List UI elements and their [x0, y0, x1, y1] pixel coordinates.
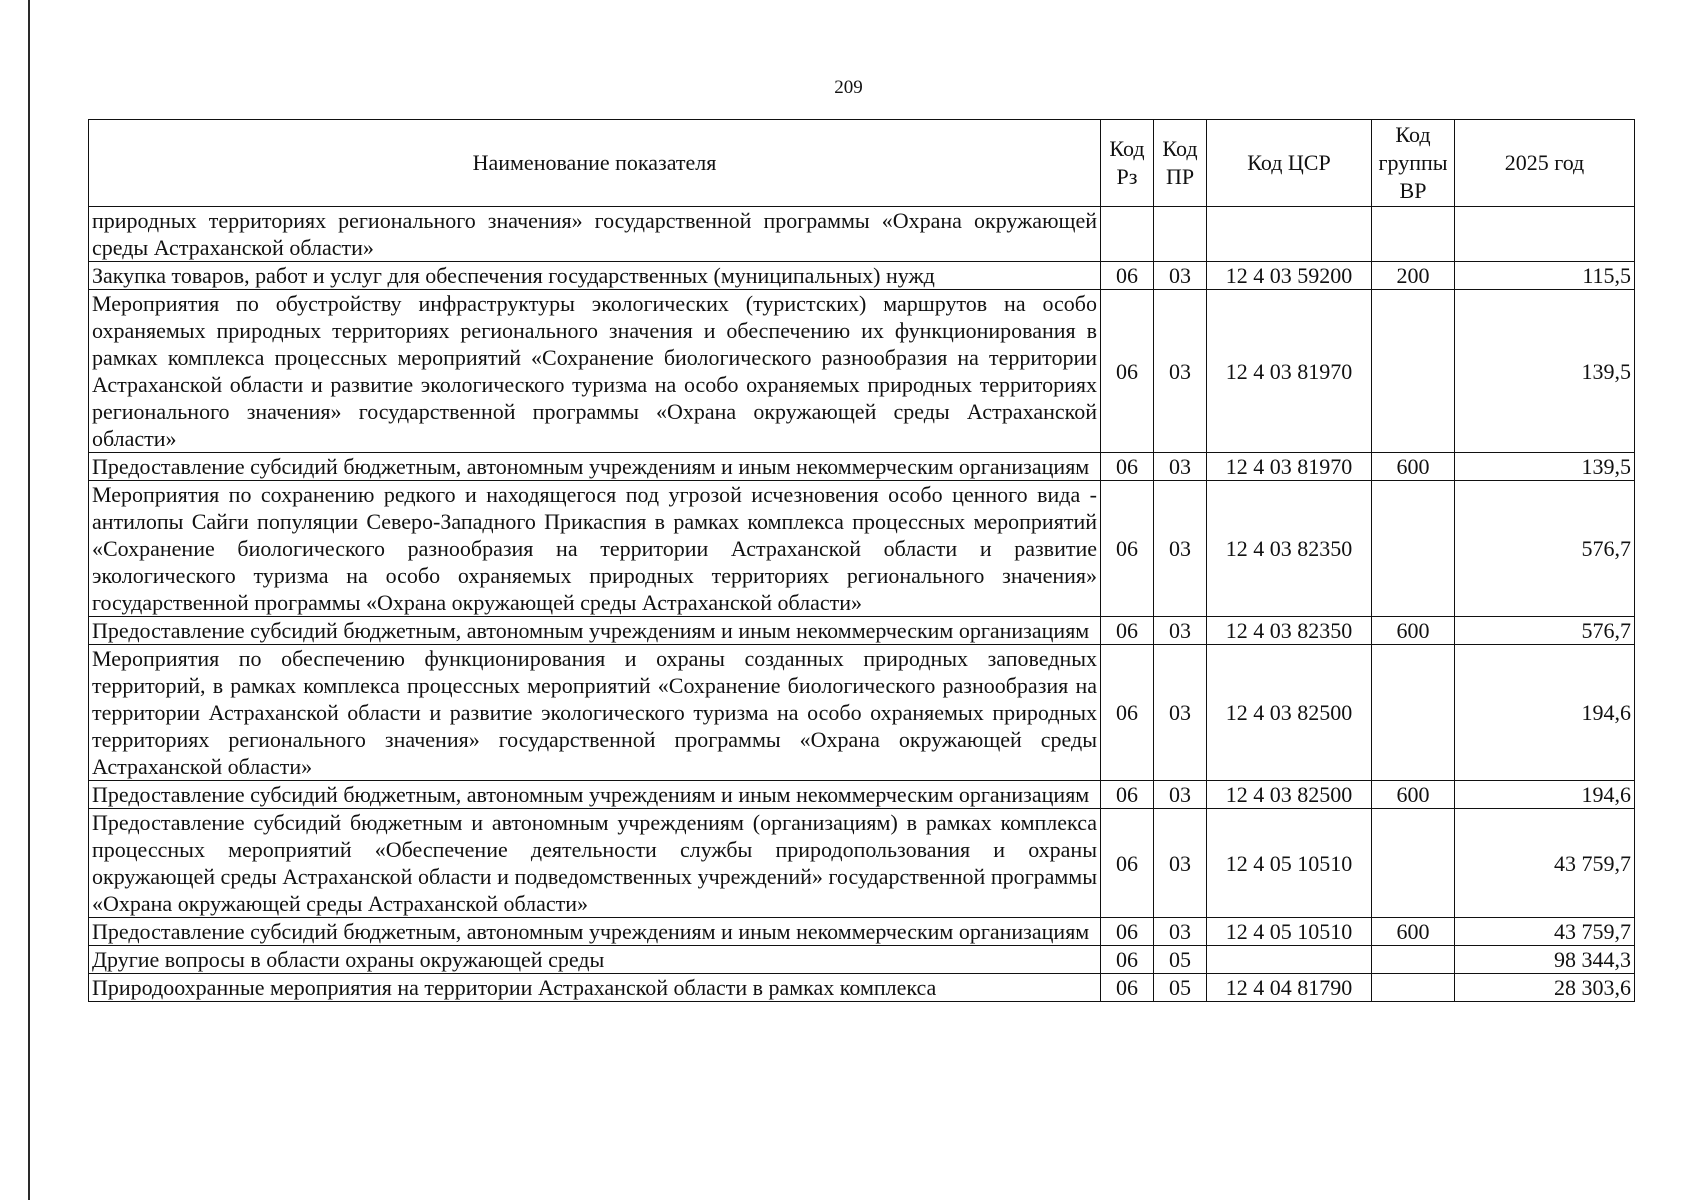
table-row: [89, 207, 1635, 262]
cell-name: Мероприятия по сохранению редкого и находящегося под угрозой исчезновения особо ценного вида - антилопы Сайги популяции Северо-Западного Прикаспия в рамках комплекса процессных мероприятий «Сохранение биологического разнообразия на территории Астраханской области и развитие экологического туризма на особо охраняемых природных территориях регионального значения» государственной программы «Охрана окружающей среды Астраханской области»: [89, 481, 1101, 617]
cell-name: Мероприятия по обеспечению функционирования и охраны созданных природных заповедных территорий, в рамках комплекса процессных мероприятий «Сохранение биологического разнообразия на территории Астраханской области и развитие экологического туризма на особо охраняемых природных территориях регионального значения» государственной программы «Охрана окружающей среды Астраханской области»: [89, 645, 1101, 781]
page-number: 209: [834, 77, 863, 98]
cell-amount: 194,6: [1455, 781, 1635, 809]
cell-rz: 06: [1101, 974, 1154, 1002]
table-row: [89, 946, 1635, 974]
cell-csr: 12 4 05 10510: [1207, 809, 1372, 918]
cell-amount: 576,7: [1455, 617, 1635, 645]
cell-vr: 600: [1372, 918, 1455, 946]
cell-rz: [1101, 207, 1154, 262]
cell-amount: 28 303,6: [1455, 974, 1635, 1002]
cell-name: Природоохранные мероприятия на территории Астраханской области в рамках комплекса: [89, 974, 1101, 1002]
cell-name: Предоставление субсидий бюджетным, автономным учреждениям и иным некоммерческим организациям: [89, 453, 1101, 481]
cell-amount: [1455, 207, 1635, 262]
cell-csr: 12 4 03 82350: [1207, 481, 1372, 617]
table-row: [89, 781, 1635, 809]
cell-pr: 03: [1154, 918, 1207, 946]
cell-pr: 03: [1154, 481, 1207, 617]
cell-csr: 12 4 05 10510: [1207, 918, 1372, 946]
cell-csr: 12 4 03 81970: [1207, 290, 1372, 453]
table-row: [89, 974, 1635, 1002]
table-row: [89, 617, 1635, 645]
cell-rz: 06: [1101, 290, 1154, 453]
table-row: [89, 645, 1635, 781]
cell-amount: 98 344,3: [1455, 946, 1635, 974]
cell-rz: 06: [1101, 809, 1154, 918]
cell-csr: 12 4 03 59200: [1207, 262, 1372, 290]
cell-name: Предоставление субсидий бюджетным и автономным учреждениям (организациям) в рамках комплекса процессных мероприятий «Обеспечение деятельности службы природопользования и охраны окружающей среды Астраханской области и подведомственных учреждений» государственной программы «Охрана окружающей среды Астраханской области»: [89, 809, 1101, 918]
table-header-row: [89, 120, 1635, 207]
cell-vr: [1372, 946, 1455, 974]
cell-amount: 139,5: [1455, 453, 1635, 481]
cell-vr: [1372, 481, 1455, 617]
cell-amount: 43 759,7: [1455, 809, 1635, 918]
cell-amount: 576,7: [1455, 481, 1635, 617]
cell-vr: 600: [1372, 617, 1455, 645]
budget-table: [88, 119, 1635, 1002]
cell-csr: [1207, 207, 1372, 262]
cell-rz: 06: [1101, 453, 1154, 481]
header-year: 2025 год: [1455, 120, 1635, 207]
cell-name: Мероприятия по обустройству инфраструктуры экологических (туристских) маршрутов на особо охраняемых природных территориях регионального значения и обеспечению их функционирования в рамках комплекса процессных мероприятий «Сохранение биологического разнообразия на территории Астраханской области и развитие экологического туризма на особо охраняемых природных территориях регионального значения» государственной программы «Охрана окружающей среды Астраханской области»: [89, 290, 1101, 453]
table-row: [89, 918, 1635, 946]
table-row: [89, 290, 1635, 453]
cell-pr: 03: [1154, 781, 1207, 809]
cell-vr: [1372, 290, 1455, 453]
cell-name: Предоставление субсидий бюджетным, автономным учреждениям и иным некоммерческим организациям: [89, 617, 1101, 645]
table-row: [89, 481, 1635, 617]
cell-pr: 03: [1154, 453, 1207, 481]
cell-pr: 05: [1154, 974, 1207, 1002]
cell-amount: 194,6: [1455, 645, 1635, 781]
cell-vr: [1372, 809, 1455, 918]
header-vr: Код группы ВР: [1372, 120, 1455, 207]
table-body: [89, 207, 1635, 1002]
cell-amount: 43 759,7: [1455, 918, 1635, 946]
cell-rz: 06: [1101, 262, 1154, 290]
cell-rz: 06: [1101, 617, 1154, 645]
cell-vr: [1372, 207, 1455, 262]
table-row: [89, 262, 1635, 290]
cell-vr: 600: [1372, 781, 1455, 809]
cell-vr: 200: [1372, 262, 1455, 290]
cell-vr: [1372, 645, 1455, 781]
cell-rz: 06: [1101, 918, 1154, 946]
cell-amount: 115,5: [1455, 262, 1635, 290]
cell-csr: 12 4 03 82500: [1207, 781, 1372, 809]
cell-vr: 600: [1372, 453, 1455, 481]
cell-name: природных территориях регионального значения» государственной программы «Охрана окружающей среды Астраханской области»: [89, 207, 1101, 262]
cell-name: Другие вопросы в области охраны окружающей среды: [89, 946, 1101, 974]
cell-rz: 06: [1101, 481, 1154, 617]
header-rz: Код Рз: [1101, 120, 1154, 207]
cell-pr: 03: [1154, 290, 1207, 453]
cell-rz: 06: [1101, 645, 1154, 781]
cell-rz: 06: [1101, 781, 1154, 809]
cell-rz: 06: [1101, 946, 1154, 974]
cell-pr: 03: [1154, 617, 1207, 645]
cell-csr: 12 4 04 81790: [1207, 974, 1372, 1002]
cell-vr: [1372, 974, 1455, 1002]
table-row: [89, 809, 1635, 918]
cell-pr: 03: [1154, 809, 1207, 918]
table-row: [89, 453, 1635, 481]
cell-pr: 03: [1154, 645, 1207, 781]
cell-pr: 05: [1154, 946, 1207, 974]
cell-name: Закупка товаров, работ и услуг для обеспечения государственных (муниципальных) нужд: [89, 262, 1101, 290]
cell-name: Предоставление субсидий бюджетным, автономным учреждениям и иным некоммерческим организациям: [89, 781, 1101, 809]
cell-csr: 12 4 03 81970: [1207, 453, 1372, 481]
header-csr: Код ЦСР: [1207, 120, 1372, 207]
cell-csr: 12 4 03 82500: [1207, 645, 1372, 781]
cell-pr: 03: [1154, 262, 1207, 290]
cell-name: Предоставление субсидий бюджетным, автономным учреждениям и иным некоммерческим организациям: [89, 918, 1101, 946]
header-name: Наименование показателя: [89, 120, 1101, 207]
page-margin-line: [28, 0, 30, 1200]
cell-csr: [1207, 946, 1372, 974]
cell-pr: [1154, 207, 1207, 262]
header-pr: Код ПР: [1154, 120, 1207, 207]
cell-csr: 12 4 03 82350: [1207, 617, 1372, 645]
cell-amount: 139,5: [1455, 290, 1635, 453]
